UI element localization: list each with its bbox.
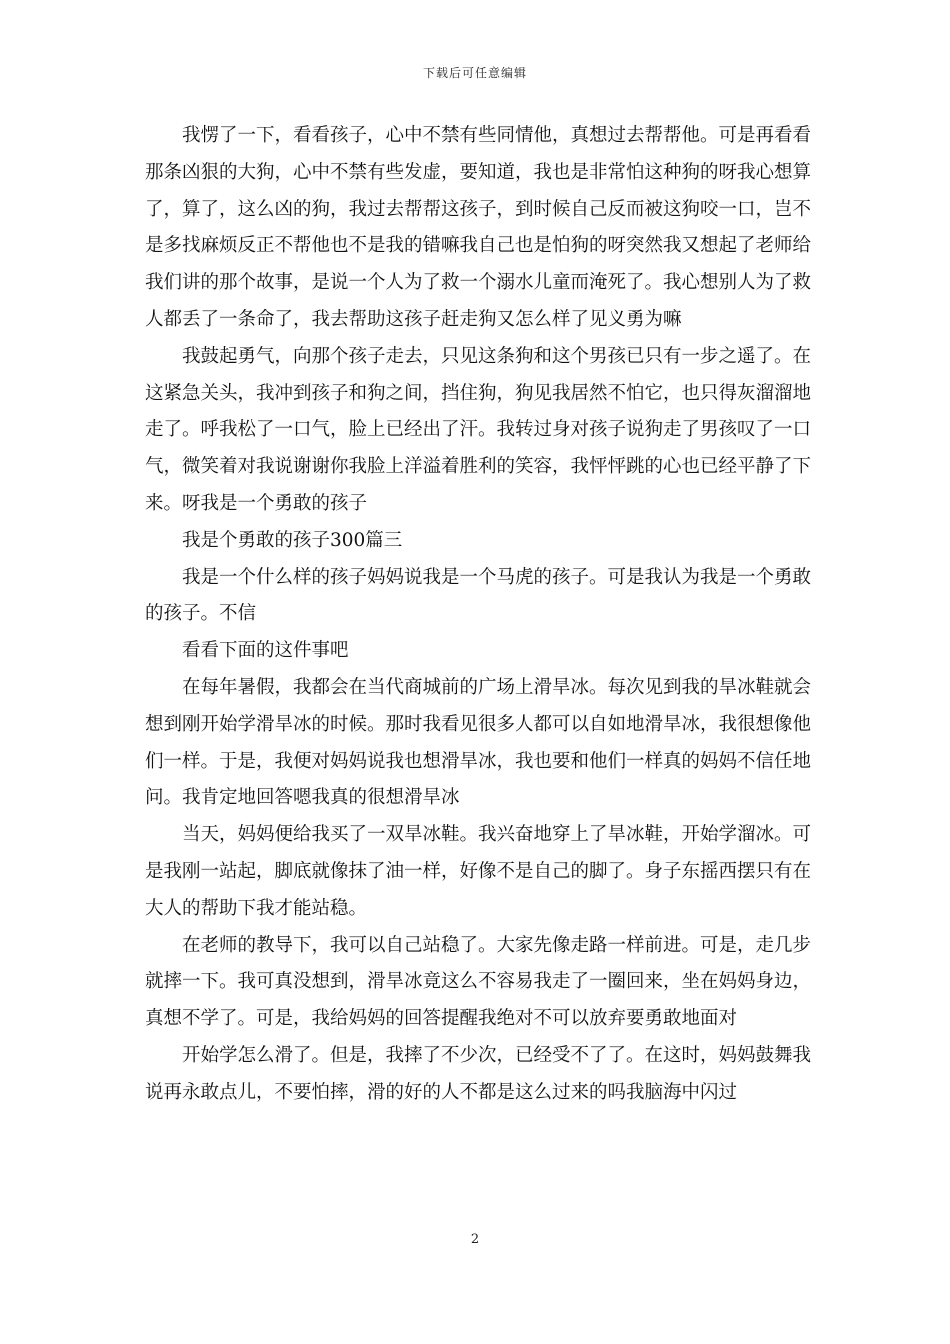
document-body [145, 118, 811, 1112]
paragraph-7: 在老师的教导下，我可以自己站稳了。大家先像走路一样前进。可是，走几步就摔一下。我可真没想到，滑旱冰竟这么不容易我走了一圈回来，坐在妈妈身边，真想不学了。可是，我给妈妈的回答提醒我绝对不可以放弃要勇敢地面对 [145, 934, 812, 1030]
paragraph-6: 当天，妈妈便给我买了一双旱冰鞋。我兴奋地穿上了旱冰鞋，开始学溜冰。可是我刚一站起，脚底就像抹了油一样，好像不是自己的脚了。身子东摇西摆只有在大人的帮助下我才能站稳。 [145, 824, 812, 919]
paragraph-5: 在每年暑假，我都会在当代商城前的广场上滑旱冰。每次见到我的旱冰鞋就会想到刚开始学滑旱冰的时候。那时我看见很多人都可以自如地滑旱冰，我很想像他们一样。于是，我便对妈妈说我也想滑旱冰，我也要和他们一样真的妈妈不信任地问。我肯定地回答嗯我真的很想滑旱冰 [145, 676, 812, 809]
page-number: 2 [470, 1232, 480, 1247]
page-header: 下载后可任意编辑 [422, 66, 527, 80]
paragraph-3: 我是一个什么样的孩子妈妈说我是一个马虎的孩子。可是我认为我是一个勇敢的孩子。不信 [145, 566, 812, 625]
paragraph-8: 开始学怎么滑了。但是，我摔了不少次，已经受不了了。在这时，妈妈鼓舞我说再永敢点儿，不要怕摔，滑的好的人不都是这么过来的吗我脑海中闪过 [145, 1044, 812, 1103]
paragraph-2: 我鼓起勇气，向那个孩子走去，只见这条狗和这个男孩已只有一步之遥了。在这紧急关头，我冲到孩子和狗之间，挡住狗，狗见我居然不怕它，也只得灰溜溜地走了。呼我松了一口气，脸上已经出了汗。我转过身对孩子说狗走了男孩叹了一口气，微笑着对我说谢谢你我脸上洋溢着胜利的笑容，我怦怦跳的心也已经平静了下来。呀我是一个勇敢的孩子 [145, 345, 812, 514]
paragraph-4: 看看下面的这件事吧 [182, 640, 349, 662]
section-heading: 我是个勇敢的孩子300篇三 [182, 529, 403, 551]
paragraph-1: 我愣了一下，看看孩子，心中不禁有些同情他，真想过去帮帮他。可是再看看那条凶狠的大狗，心中不禁有些发虚，要知道，我也是非常怕这种狗的呀我心想算了，算了，这么凶的狗，我过去帮帮这孩子，到时候自己反而被这狗咬一口，岂不是多找麻烦反正不帮他也不是我的错嘛我自己也是怕狗的呀突然我又想起了老师给我们讲的那个故事，是说一个人为了救一个溺水儿童而淹死了。我心想别人为了救人都丢了一条命了，我去帮助这孩子赶走狗又怎么样了见义勇为嘛 [145, 125, 812, 330]
